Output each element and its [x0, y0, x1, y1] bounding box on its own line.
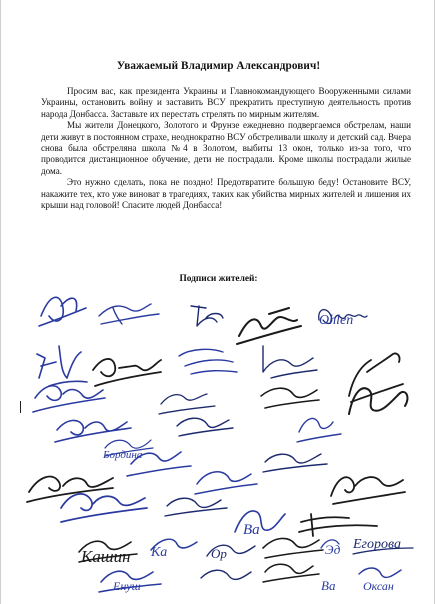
signature [201, 570, 251, 579]
signature [93, 359, 161, 386]
signature [102, 440, 153, 461]
signature [99, 304, 159, 324]
signature [331, 477, 405, 504]
signature [79, 541, 137, 566]
signature [263, 538, 323, 558]
letter-body [41, 86, 411, 211]
signature [261, 388, 319, 408]
signature-text: Эд [325, 542, 341, 557]
signature [237, 308, 301, 344]
letter-salutation: Уважаемый Владимир Александрович! [116, 60, 321, 72]
signature [33, 386, 105, 412]
signatures-heading: Подписи жителей: [179, 274, 258, 284]
signature [319, 310, 367, 328]
signature [207, 545, 255, 561]
signature-text: Оксан [363, 579, 394, 593]
signature [61, 494, 147, 522]
signature [263, 454, 327, 472]
signature [349, 353, 403, 402]
paragraph-2: Мы жители Донецкого, Золотого и Фрунзе ежедневно подвергаемся обстрелам, наши дети живут в постоянном страхе, неоднократно ВСУ обстреливали школу и детский сад. Вчера снова была обстреляна школа №4 в Золотом, выбиты 13 окон, только из-за того, что проводится дистанционное обучение, дети не пострадали. Кроме школы пострадали жилые дома. [41, 120, 411, 176]
signature [159, 394, 215, 414]
signature-text: Ка [151, 545, 168, 560]
signature [37, 346, 87, 386]
signature [99, 571, 161, 593]
signature [263, 346, 317, 378]
signature-text: Егорова [353, 537, 401, 552]
signature [297, 418, 341, 442]
signature-text: Кашин [81, 547, 131, 566]
signature-text: Ва [243, 522, 260, 538]
signature-text: Ва [321, 578, 336, 593]
signature [191, 306, 223, 326]
signature [235, 511, 285, 538]
signature-text: Енуш [113, 579, 141, 593]
signature-text: Ор [211, 546, 227, 561]
signature [263, 564, 319, 582]
signature [177, 418, 233, 436]
signature [195, 472, 257, 494]
signature [179, 349, 237, 374]
signatures-area [1, 286, 435, 604]
signature [321, 568, 401, 593]
signature [352, 537, 413, 554]
signature-text: Ohlen [319, 313, 354, 328]
signature [299, 514, 377, 536]
paragraph-1: Просим вас, как президента Украины и Главнокомандующего Вооруженными силами Украины, остановить войну и заставить ВСУ прекратить преступную деятельность против народа Донбасса. Заставьте их перестать стрелять по мирным жителям. [41, 86, 411, 119]
signature [165, 498, 227, 516]
signature [150, 539, 197, 560]
signature [55, 420, 131, 442]
paragraph-3: Это нужно сделать, пока не поздно! Предотвратите большую беду! Остановите ВСУ, накажите тех, кто уже виноват в трагедиях, таких как убийства мирных жителей и лишения их крыши над головой! Спасите людей Донбасса! [41, 177, 411, 211]
signature [321, 540, 341, 557]
signature [39, 297, 86, 326]
signature-text: Бордина [103, 449, 143, 461]
